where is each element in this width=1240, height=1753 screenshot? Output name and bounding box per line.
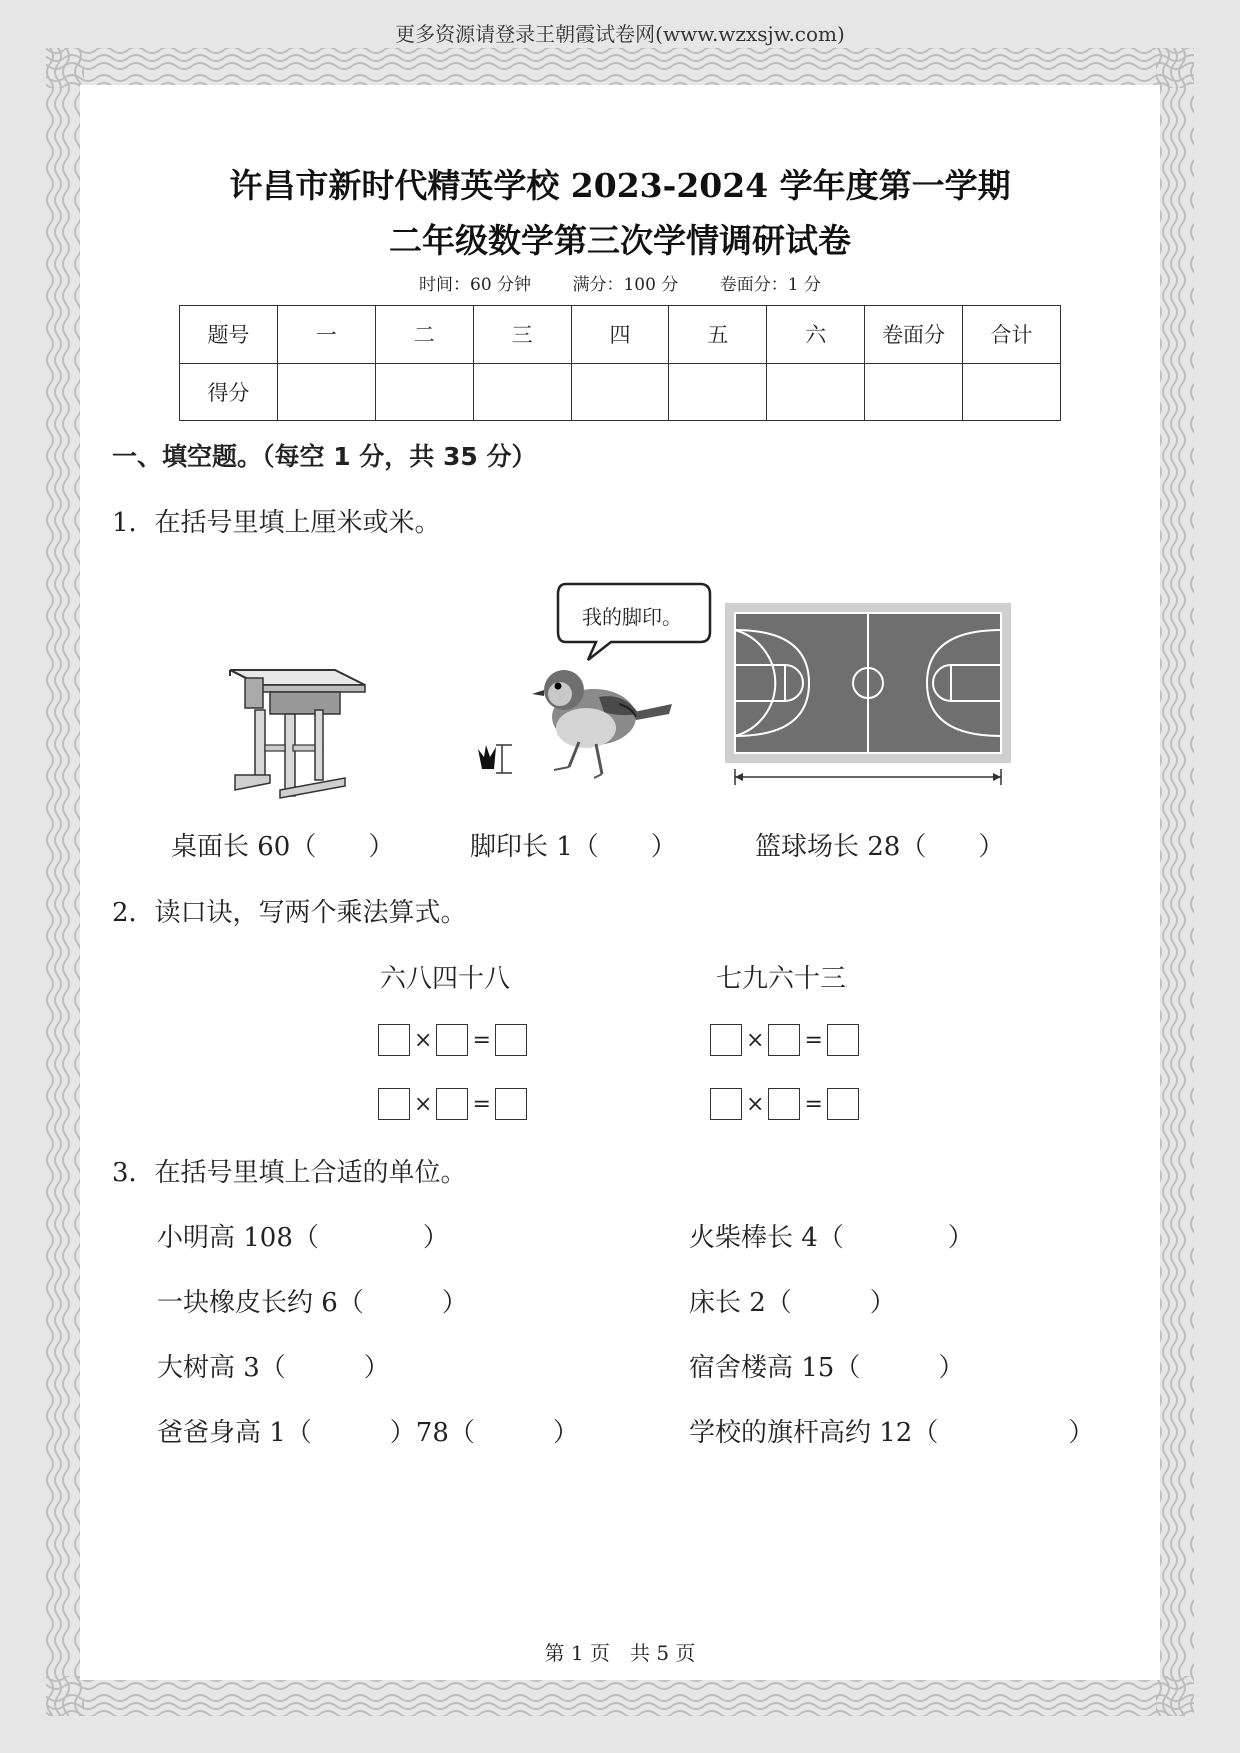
score-header-cell: 三	[473, 306, 571, 364]
score-header-row	[180, 306, 1061, 364]
q3-item: 爸爸身高 1（ ）78（ ）	[157, 1418, 579, 1448]
score-cell[interactable]	[277, 363, 375, 421]
basketball-court	[724, 602, 1014, 787]
times-sign: ×	[746, 1091, 765, 1117]
score-table	[179, 305, 1061, 421]
score-header-cell: 四	[571, 306, 669, 364]
exam-meta	[0, 270, 1240, 295]
answer-box[interactable]	[495, 1024, 527, 1056]
rhyme-left: 六八四十八	[380, 964, 511, 994]
sparrow-illustration	[524, 662, 674, 787]
q3-item: 宿舍楼高 15（ ）	[689, 1353, 965, 1383]
page-footer: 第 1 页 共 5 页	[544, 1641, 696, 1665]
answer-box[interactable]	[768, 1088, 800, 1120]
score-header-cell: 卷面分	[865, 306, 963, 364]
answer-box[interactable]	[827, 1088, 859, 1120]
times-sign: ×	[414, 1091, 433, 1117]
answer-box[interactable]	[436, 1088, 468, 1120]
full-score: 满分：100 分	[572, 275, 679, 295]
section-1-heading: 一、填空题。（每空 1 分，共 35 分）	[112, 442, 537, 471]
q1-blank-footprint: 脚印长 1（ ）	[470, 832, 677, 862]
q3-item: 一块橡皮长约 6（ ）	[157, 1288, 468, 1318]
q3-item: 火柴棒长 4（ ）	[689, 1223, 974, 1253]
score-cell[interactable]	[375, 363, 473, 421]
watermark-text: 更多资源请登录王朝霞试卷网(www.wzxsjw.com)	[395, 22, 845, 46]
answer-box[interactable]	[768, 1024, 800, 1056]
score-header-cell: 合计	[963, 306, 1061, 364]
times-sign: ×	[746, 1027, 765, 1053]
exam-subtitle: 二年级数学第三次学情调研试卷	[389, 221, 851, 260]
score-cell[interactable]	[767, 363, 865, 421]
score-cell[interactable]	[865, 363, 963, 421]
answer-box[interactable]	[378, 1024, 410, 1056]
q1-blank-desk: 桌面长 60（ ）	[171, 832, 395, 862]
rhyme-right: 七九六十三	[716, 964, 847, 994]
q3-item: 小明高 108（ ）	[157, 1223, 449, 1253]
score-cell[interactable]	[571, 363, 669, 421]
equals-sign: =	[804, 1027, 823, 1053]
neatness-score: 卷面分：1 分	[719, 275, 821, 295]
equation-row	[710, 1088, 859, 1120]
answer-box[interactable]	[436, 1024, 468, 1056]
score-cell[interactable]	[669, 363, 767, 421]
score-value-row	[180, 363, 1061, 421]
question-3: 3．在括号里填上合适的单位。	[112, 1158, 467, 1188]
score-header-cell: 题号	[180, 306, 278, 364]
score-header-cell: 一	[277, 306, 375, 364]
exam-title: 许昌市新时代精英学校 2023-2024 学年度第一学期	[229, 166, 1011, 205]
desk-illustration	[225, 650, 370, 800]
answer-box[interactable]	[495, 1088, 527, 1120]
question-2: 2．读口诀，写两个乘法算式。	[112, 898, 467, 928]
question-1: 1．在括号里填上厘米或米。	[112, 508, 441, 538]
score-header-cell: 六	[767, 306, 865, 364]
answer-box[interactable]	[378, 1088, 410, 1120]
times-sign: ×	[414, 1027, 433, 1053]
q3-item: 大树高 3（ ）	[157, 1353, 390, 1383]
score-row-label: 得分	[180, 363, 278, 421]
score-cell[interactable]	[473, 363, 571, 421]
answer-box[interactable]	[710, 1088, 742, 1120]
score-header-cell: 二	[375, 306, 473, 364]
score-cell[interactable]	[963, 363, 1061, 421]
footprint-icon	[476, 741, 516, 777]
answer-box[interactable]	[710, 1024, 742, 1056]
score-header-cell: 五	[669, 306, 767, 364]
equals-sign: =	[472, 1091, 491, 1117]
equation-row	[378, 1024, 527, 1056]
q3-item: 学校的旗杆高约 12（ ）	[689, 1418, 1095, 1448]
bubble-text: 我的脚印。	[582, 605, 682, 629]
equation-row	[710, 1024, 859, 1056]
answer-box[interactable]	[827, 1024, 859, 1056]
equation-row	[378, 1088, 527, 1120]
equals-sign: =	[472, 1027, 491, 1053]
q3-item: 床长 2（ ）	[689, 1288, 896, 1318]
time-limit: 时间：60 分钟	[419, 275, 532, 295]
equals-sign: =	[804, 1091, 823, 1117]
q1-blank-court: 篮球场长 28（ ）	[755, 832, 1005, 862]
